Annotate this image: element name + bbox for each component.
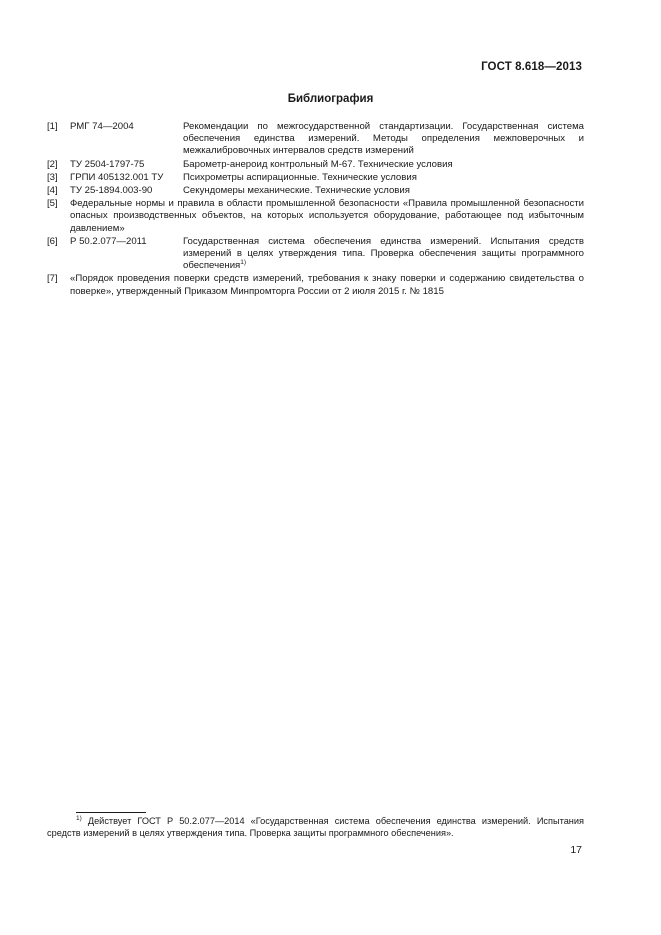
- entry-code: РМГ 74—2004: [70, 121, 134, 132]
- footnote-text: Действует ГОСТ Р 50.2.077—2014 «Государственная система обеспечения единства измерений. Испытания средств измерений в целях утверждения типа. Проверка защиты программного обеспечения».: [47, 816, 584, 839]
- entry-number: [4]: [47, 185, 58, 197]
- entry-number: [5]: [47, 198, 58, 210]
- bibliography-entry-4: [47, 185, 584, 197]
- entry-number: [3]: [47, 171, 58, 183]
- entry-text: «Порядок проведения поверки средств измерений, требования к знаку поверки и содержанию свидетельства о поверке», утвержденный Приказом Минпромторга России от 2 июля 2015 г. № 1815: [70, 273, 584, 297]
- footnote: [47, 815, 584, 839]
- page-number: 17: [570, 844, 582, 856]
- footnote-marker: 1): [76, 815, 82, 822]
- entry-text-container: [183, 236, 584, 273]
- entry-number: [7]: [47, 273, 58, 285]
- entry-number: [6]: [47, 235, 58, 247]
- bibliography-entry-1: [47, 121, 584, 158]
- bibliography-entry-2: [47, 159, 584, 171]
- footnote-reference: 1): [240, 259, 247, 267]
- entry-text: Психрометры аспирационные. Технические условия: [183, 171, 417, 183]
- entry-text: Секундомеры механические. Технические условия: [183, 185, 410, 197]
- entry-code: ТУ 2504-1797-75: [70, 158, 145, 170]
- entry-number: [1]: [47, 121, 58, 132]
- bibliography-entry-7: [47, 273, 584, 297]
- entry-code: ТУ 25-1894.003-90: [70, 185, 153, 197]
- bibliography-entry-3: [47, 172, 584, 184]
- entry-number: [2]: [47, 158, 58, 170]
- bibliography-title: Библиография: [287, 93, 374, 105]
- bibliography-entry-5: [47, 198, 584, 235]
- bibliography-entry-6: [47, 236, 584, 273]
- document-code: ГОСТ 8.618—2013: [481, 61, 582, 73]
- bibliography-list: [47, 121, 584, 299]
- footnote-divider: [76, 812, 146, 813]
- entry-text: Государственная система обеспечения единства измерений. Испытания средств измерений в целях утверждения типа. Проверка обеспечения защиты программного обеспечения: [183, 235, 584, 272]
- entry-text: Барометр-анероид контрольный М-67. Технические условия: [183, 158, 453, 170]
- entry-code: Р 50.2.077—2011: [70, 235, 147, 247]
- entry-text: Рекомендации по межгосударственной стандартизации. Государственная система обеспечения единства измерений. Методы определения межповерочных и межкалибровочных интервалов средств измерений: [183, 121, 584, 157]
- entry-text: Федеральные нормы и правила в области промышленной безопасности «Правила промышленной безопасности опасных производственных объектов, на которых используется оборудование, работающее под избыточным давлением»: [70, 198, 584, 234]
- entry-code: ГРПИ 405132.001 ТУ: [70, 171, 164, 183]
